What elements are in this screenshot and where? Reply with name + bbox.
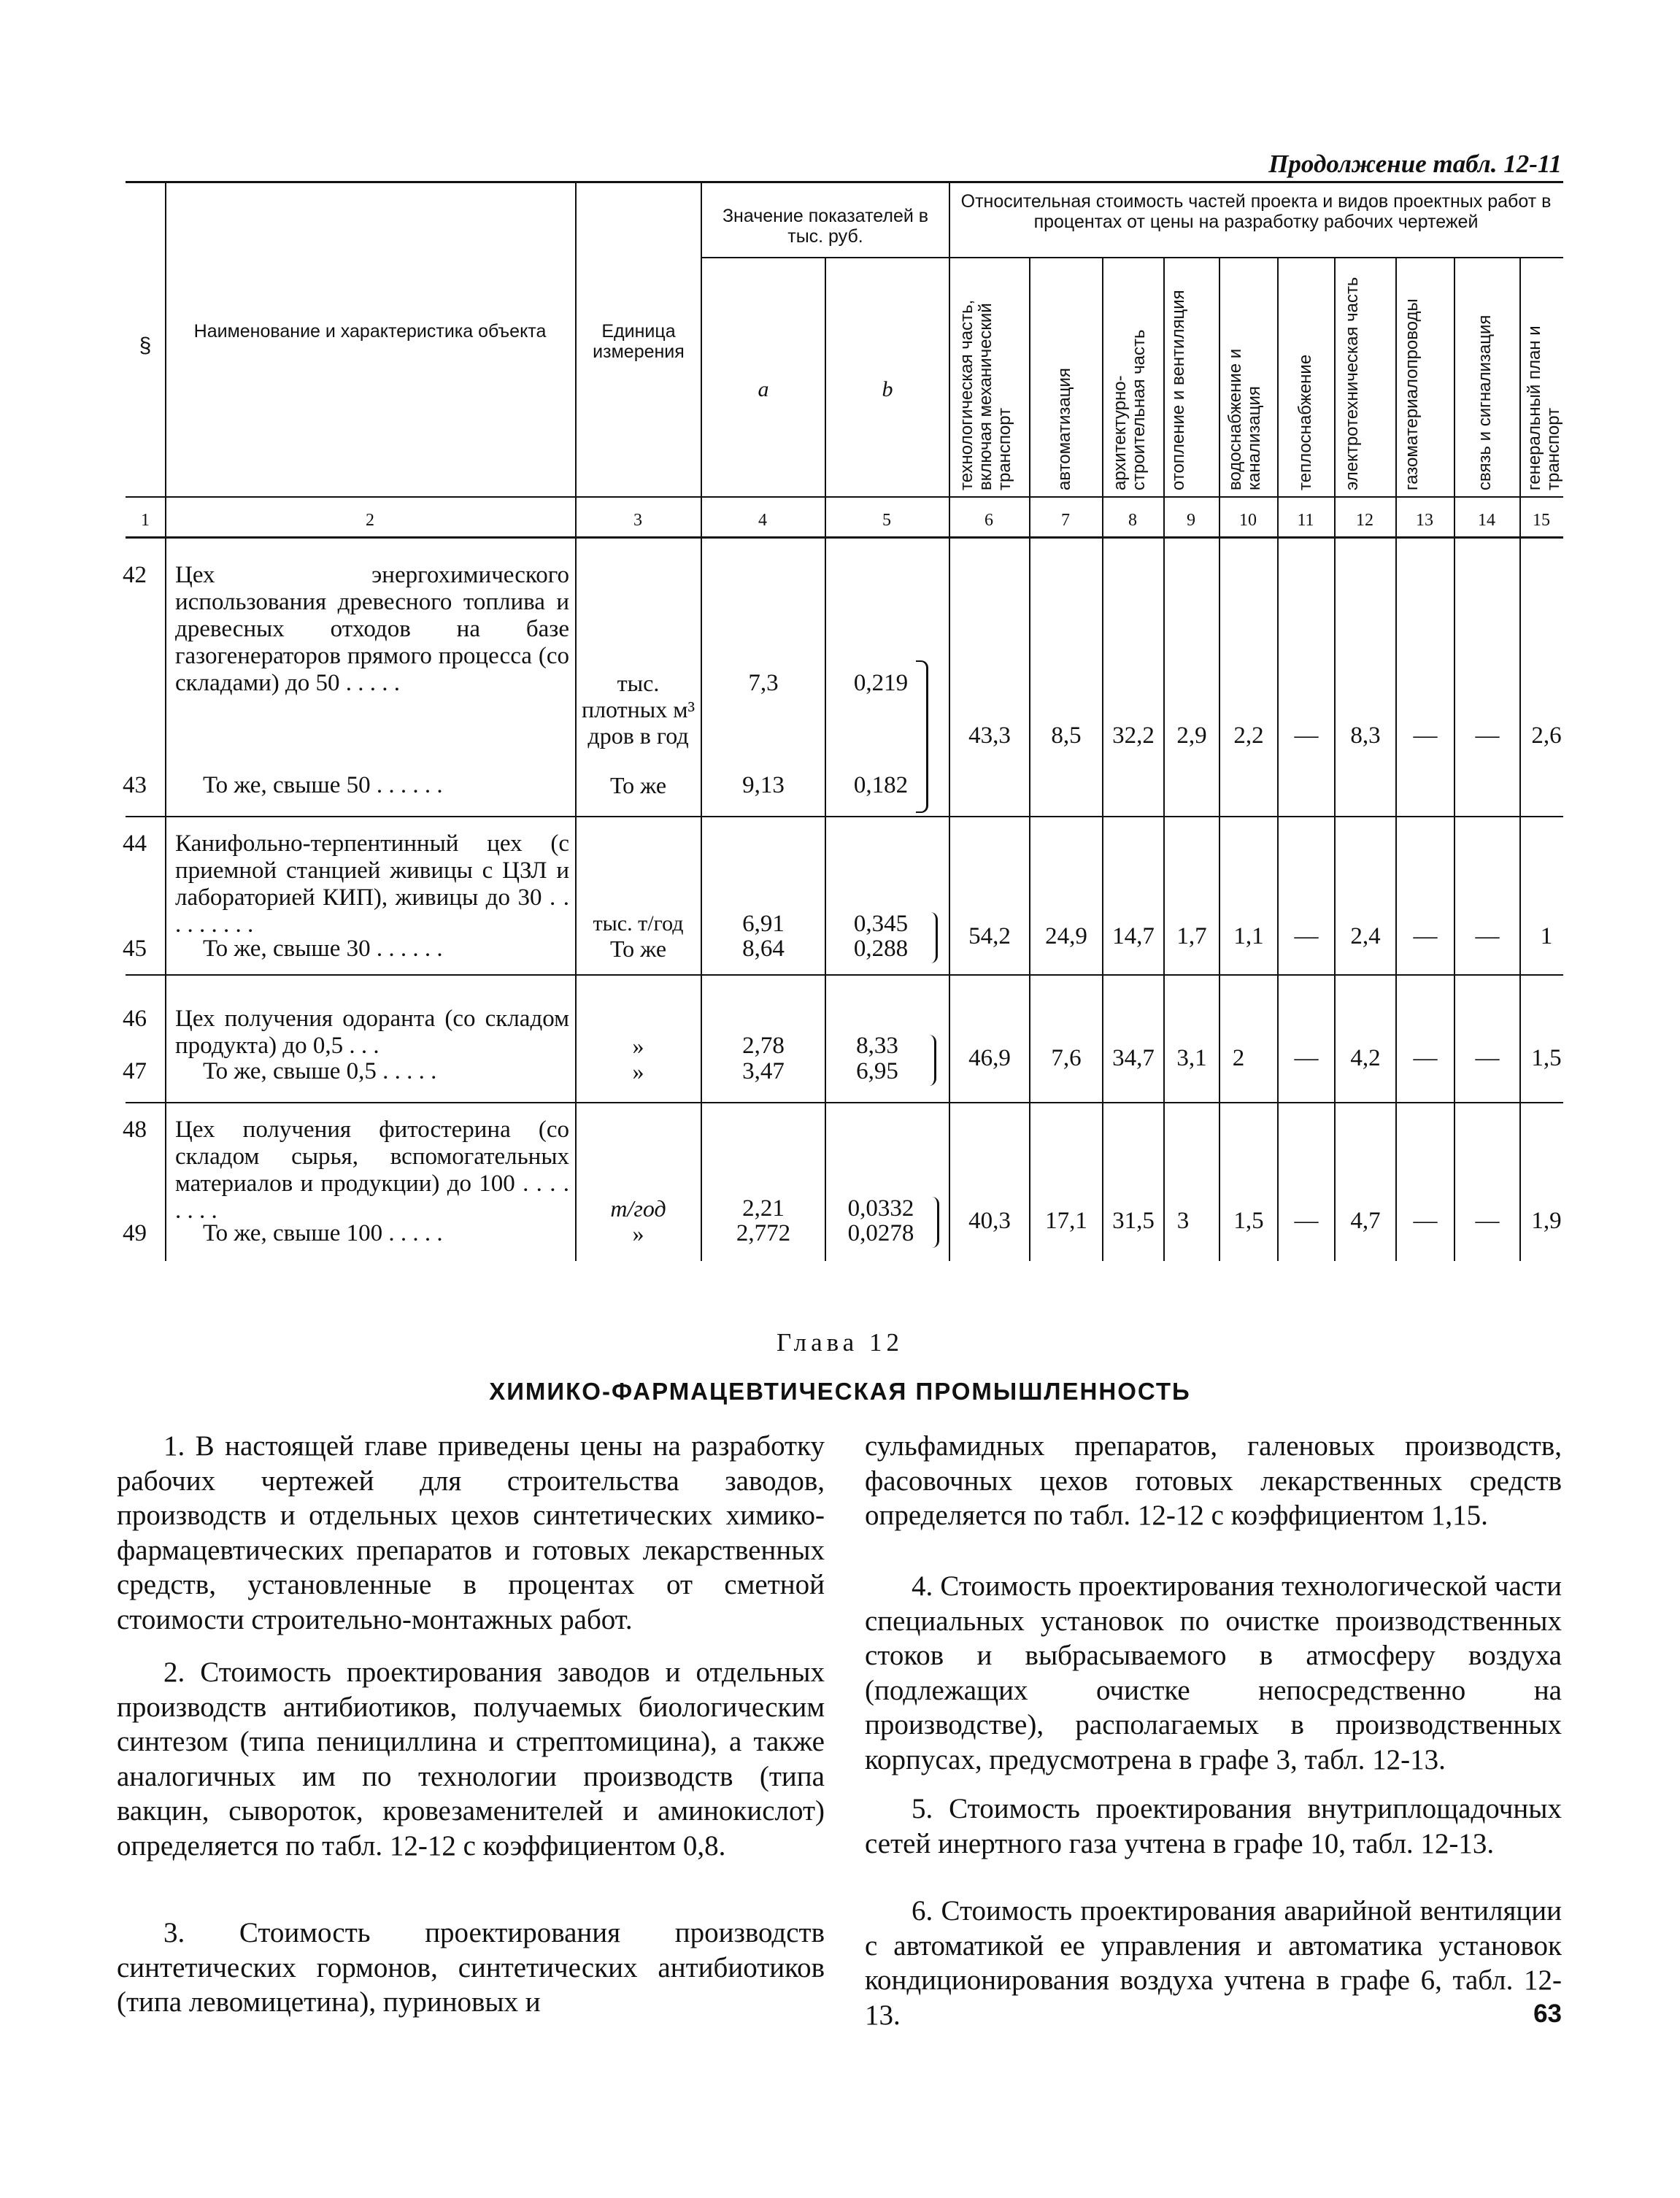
paragraph-2: 2. Стоимость проектирования заводов и отдельных производств антибиотиков, получаемых биологическим синтезом (типа пенициллина и стрептомицина), а также аналогичных им по технологии производств (типа вакцин, сывороток, кровезаменителей и аминокислот) определяется по табл. 12-12 с коэффициентом 0,8.	[117, 1657, 825, 1862]
row-name: То же, свыше 0,5 . . . . .	[203, 1058, 437, 1084]
paragraph-3-continued: сульфамидных препаратов, галеновых производств, фасовочных цехов готовых лекарственных средств определяется по табл. 12-12 с коэффициентом 1,15.	[865, 1430, 1562, 1531]
row-unit: т/год	[610, 1195, 666, 1222]
row-value-a: 2,21	[742, 1195, 785, 1222]
share-water: 2,2	[1233, 722, 1264, 749]
share-gas: —	[1413, 1045, 1438, 1071]
row-value-a: 6,91	[742, 911, 785, 937]
share-general-plan: 1,9	[1531, 1208, 1562, 1234]
column-number: 8	[1128, 511, 1137, 530]
brace-icon	[927, 912, 938, 963]
column-number: 1	[141, 511, 150, 530]
row-unit: тыс. плотных м³ дров в год	[581, 670, 695, 749]
column-number: 9	[1187, 511, 1195, 530]
row-unit: тыс. т/год	[593, 911, 684, 936]
row-value-a: 2,78	[742, 1033, 785, 1059]
header-unit: Единица измерения	[593, 321, 685, 362]
row-value-b: 0,0332	[847, 1195, 914, 1222]
share-heating: 3	[1176, 1208, 1190, 1234]
row-name: Цех получения одоранта (со складом продукта) до 0,5 . . .	[175, 1006, 569, 1059]
column-number: 14	[1478, 511, 1495, 530]
row-value-b: 0,182	[853, 772, 909, 798]
header-share-group: Относительная стоимость частей проекта и видов проектных работ в процентах от цены на разработку рабочих чертежей	[960, 191, 1552, 232]
paragraph-6: 6. Стоимость проектирования аварийной вентиляции с автоматикой ее управления и автоматика установок кондиционирования воздуха учтена в графе 6, табл. 12-13.	[865, 1895, 1562, 2031]
share-electrical: 8,3	[1350, 722, 1381, 749]
share-electrical: 4,7	[1350, 1208, 1381, 1234]
share-architecture: 14,7	[1112, 923, 1155, 949]
column-number: 7	[1061, 511, 1070, 530]
share-technology: 40,3	[968, 1208, 1011, 1234]
row-value-b: 0,0278	[847, 1220, 914, 1246]
paragraph-4: 4. Стоимость проектирования технологической части специальных установок по очистке производственных стоков и выбрасываемого в атмосферу воздуха (подлежащих очистке непосредственно на производстве), располагаемых в производственных корпусах, предусмотрена в графе 3, табл. 12-13.	[865, 1570, 1562, 1775]
share-heating: 1,7	[1176, 923, 1207, 949]
share-automation: 7,6	[1051, 1045, 1082, 1071]
share-heat-supply: —	[1294, 1045, 1319, 1071]
column-number: 5	[882, 511, 891, 530]
header-values-group: Значение показателей в тыс. руб.	[722, 206, 929, 247]
row-unit: »	[632, 1058, 644, 1084]
share-technology: 43,3	[968, 722, 1011, 749]
paragraph-3: 3. Стоимость проектирования производств синтетических гормонов, синтетических антибиотиков (типа левомицетина), пуриновых и	[117, 1917, 825, 2018]
share-electrical: 4,2	[1350, 1045, 1381, 1071]
header-part-heating: отопление и вентиляция	[1168, 290, 1188, 490]
share-automation: 24,9	[1045, 923, 1087, 949]
row-value-b: 8,33	[856, 1033, 898, 1059]
header-part-heat-supply: теплоснабжение	[1295, 354, 1315, 490]
row-number: 46	[123, 1006, 147, 1032]
row-name: То же, свыше 100 . . . . .	[203, 1220, 443, 1246]
column-number: 13	[1416, 511, 1433, 530]
row-value-b: 0,345	[853, 911, 909, 937]
row-value-a: 7,3	[748, 670, 779, 696]
share-heat-supply: —	[1294, 923, 1319, 949]
chapter-title: ХИМИКО-ФАРМАЦЕВТИЧЕСКАЯ ПРОМЫШЛЕННОСТЬ	[489, 1378, 1191, 1405]
share-heating: 3,1	[1176, 1045, 1207, 1071]
page-number: 63	[1533, 2000, 1562, 2028]
row-unit: »	[632, 1033, 644, 1059]
row-number: 48	[123, 1117, 147, 1143]
share-heating: 2,9	[1176, 722, 1207, 749]
column-number: 3	[633, 511, 642, 530]
share-water: 1,5	[1233, 1208, 1264, 1234]
share-gas: —	[1413, 722, 1438, 749]
share-gas: —	[1413, 923, 1438, 949]
paragraph-5: 5. Стоимость проектирования внутриплощадочных сетей инертного газа учтена в графе 10, табл. 12-13.	[865, 1793, 1562, 1859]
row-value-a: 2,772	[736, 1220, 791, 1246]
column-number: 6	[985, 511, 993, 530]
share-communication: —	[1475, 923, 1500, 949]
share-water: 2	[1232, 1045, 1245, 1071]
row-value-b: 0,219	[853, 670, 909, 696]
brace-icon	[928, 1197, 939, 1248]
share-water: 1,1	[1233, 923, 1264, 949]
table-continuation-caption: Продолжение табл. 12-11	[1268, 150, 1562, 178]
brace-icon	[916, 660, 928, 813]
share-technology: 46,9	[968, 1045, 1011, 1071]
column-number: 10	[1239, 511, 1257, 530]
share-architecture: 34,7	[1112, 1045, 1155, 1071]
share-automation: 17,1	[1045, 1208, 1087, 1234]
share-general-plan: 2,6	[1531, 722, 1562, 749]
column-number: 4	[758, 511, 767, 530]
share-communication: —	[1475, 722, 1500, 749]
row-number: 42	[123, 562, 147, 588]
share-general-plan: 1	[1540, 923, 1553, 949]
row-unit: »	[632, 1220, 644, 1246]
chapter-label: Глава 12	[777, 1328, 903, 1357]
brace-icon	[925, 1035, 936, 1086]
row-name: Канифольно-терпентинный цех (с приемной станцией живицы с ЦЗЛ и лабораторией КИП), живицы до 30 . . . . . . . . .	[175, 830, 569, 938]
header-part-communication: связь и сигнализация	[1475, 315, 1495, 490]
header-col-a: a	[758, 377, 769, 401]
row-name: Цех получения фитостерина (со складом сырья, вспомогательных материалов и продукции) до 100 . . . . . . . .	[175, 1117, 569, 1224]
row-unit: То же	[609, 772, 667, 798]
column-number: 2	[366, 511, 374, 530]
header-part-water: водоснабжение и канализация	[1225, 348, 1264, 490]
row-value-b: 6,95	[856, 1058, 898, 1084]
header-part-automation: автоматизация	[1055, 368, 1074, 490]
column-number: 11	[1297, 511, 1314, 530]
header-part-electrical: электротехническая часть	[1342, 277, 1362, 490]
paragraph-1: 1. В настоящей главе приведены цены на разработку рабочих чертежей для строительства заводов, производств и отдельных цехов синтетических химико-фармацевтических препаратов и готовых лекарственных средств, установленные в процентах от сметной стоимости строительно-монтажных работ.	[117, 1430, 825, 1635]
row-unit: То же	[609, 936, 667, 962]
row-value-a: 9,13	[742, 772, 785, 798]
share-automation: 8,5	[1051, 722, 1082, 749]
share-architecture: 31,5	[1112, 1208, 1155, 1234]
column-number: 12	[1356, 511, 1373, 530]
header-part-gas: газоматериалопроводы	[1402, 298, 1422, 490]
column-number: 15	[1533, 511, 1550, 530]
row-value-a: 3,47	[742, 1058, 785, 1084]
share-communication: —	[1475, 1208, 1500, 1234]
header-part-general-plan: генеральный план и транспорт	[1525, 325, 1563, 490]
row-number: 44	[123, 830, 147, 857]
row-name: Цех энергохимического использования древесного топлива и древесных отходов на базе газогенераторов прямого процесса (со складами) до 50 . . . . .	[175, 562, 569, 696]
row-value-a: 8,64	[742, 936, 785, 962]
header-part-architecture: архитектурно-строительная часть	[1110, 329, 1149, 490]
share-heat-supply: —	[1294, 1208, 1319, 1234]
row-name: То же, свыше 50 . . . . . .	[203, 772, 443, 798]
share-electrical: 2,4	[1350, 923, 1381, 949]
row-number: 45	[123, 936, 147, 962]
header-part-technology: технологическая часть, включая механический транспорт	[957, 299, 1014, 490]
share-heat-supply: —	[1294, 722, 1319, 749]
row-number: 49	[123, 1220, 147, 1246]
share-general-plan: 1,5	[1531, 1045, 1562, 1071]
row-value-b: 0,288	[853, 936, 909, 962]
row-number: 47	[123, 1058, 147, 1084]
header-name: Наименование и характеристика объекта	[193, 321, 547, 342]
header-col-b: b	[882, 377, 893, 401]
share-communication: —	[1475, 1045, 1500, 1071]
row-name: То же, свыше 30 . . . . . .	[203, 936, 443, 962]
header-section: §	[139, 333, 152, 358]
share-technology: 54,2	[968, 923, 1011, 949]
share-gas: —	[1413, 1208, 1438, 1234]
row-number: 43	[123, 772, 147, 798]
share-architecture: 32,2	[1112, 722, 1155, 749]
